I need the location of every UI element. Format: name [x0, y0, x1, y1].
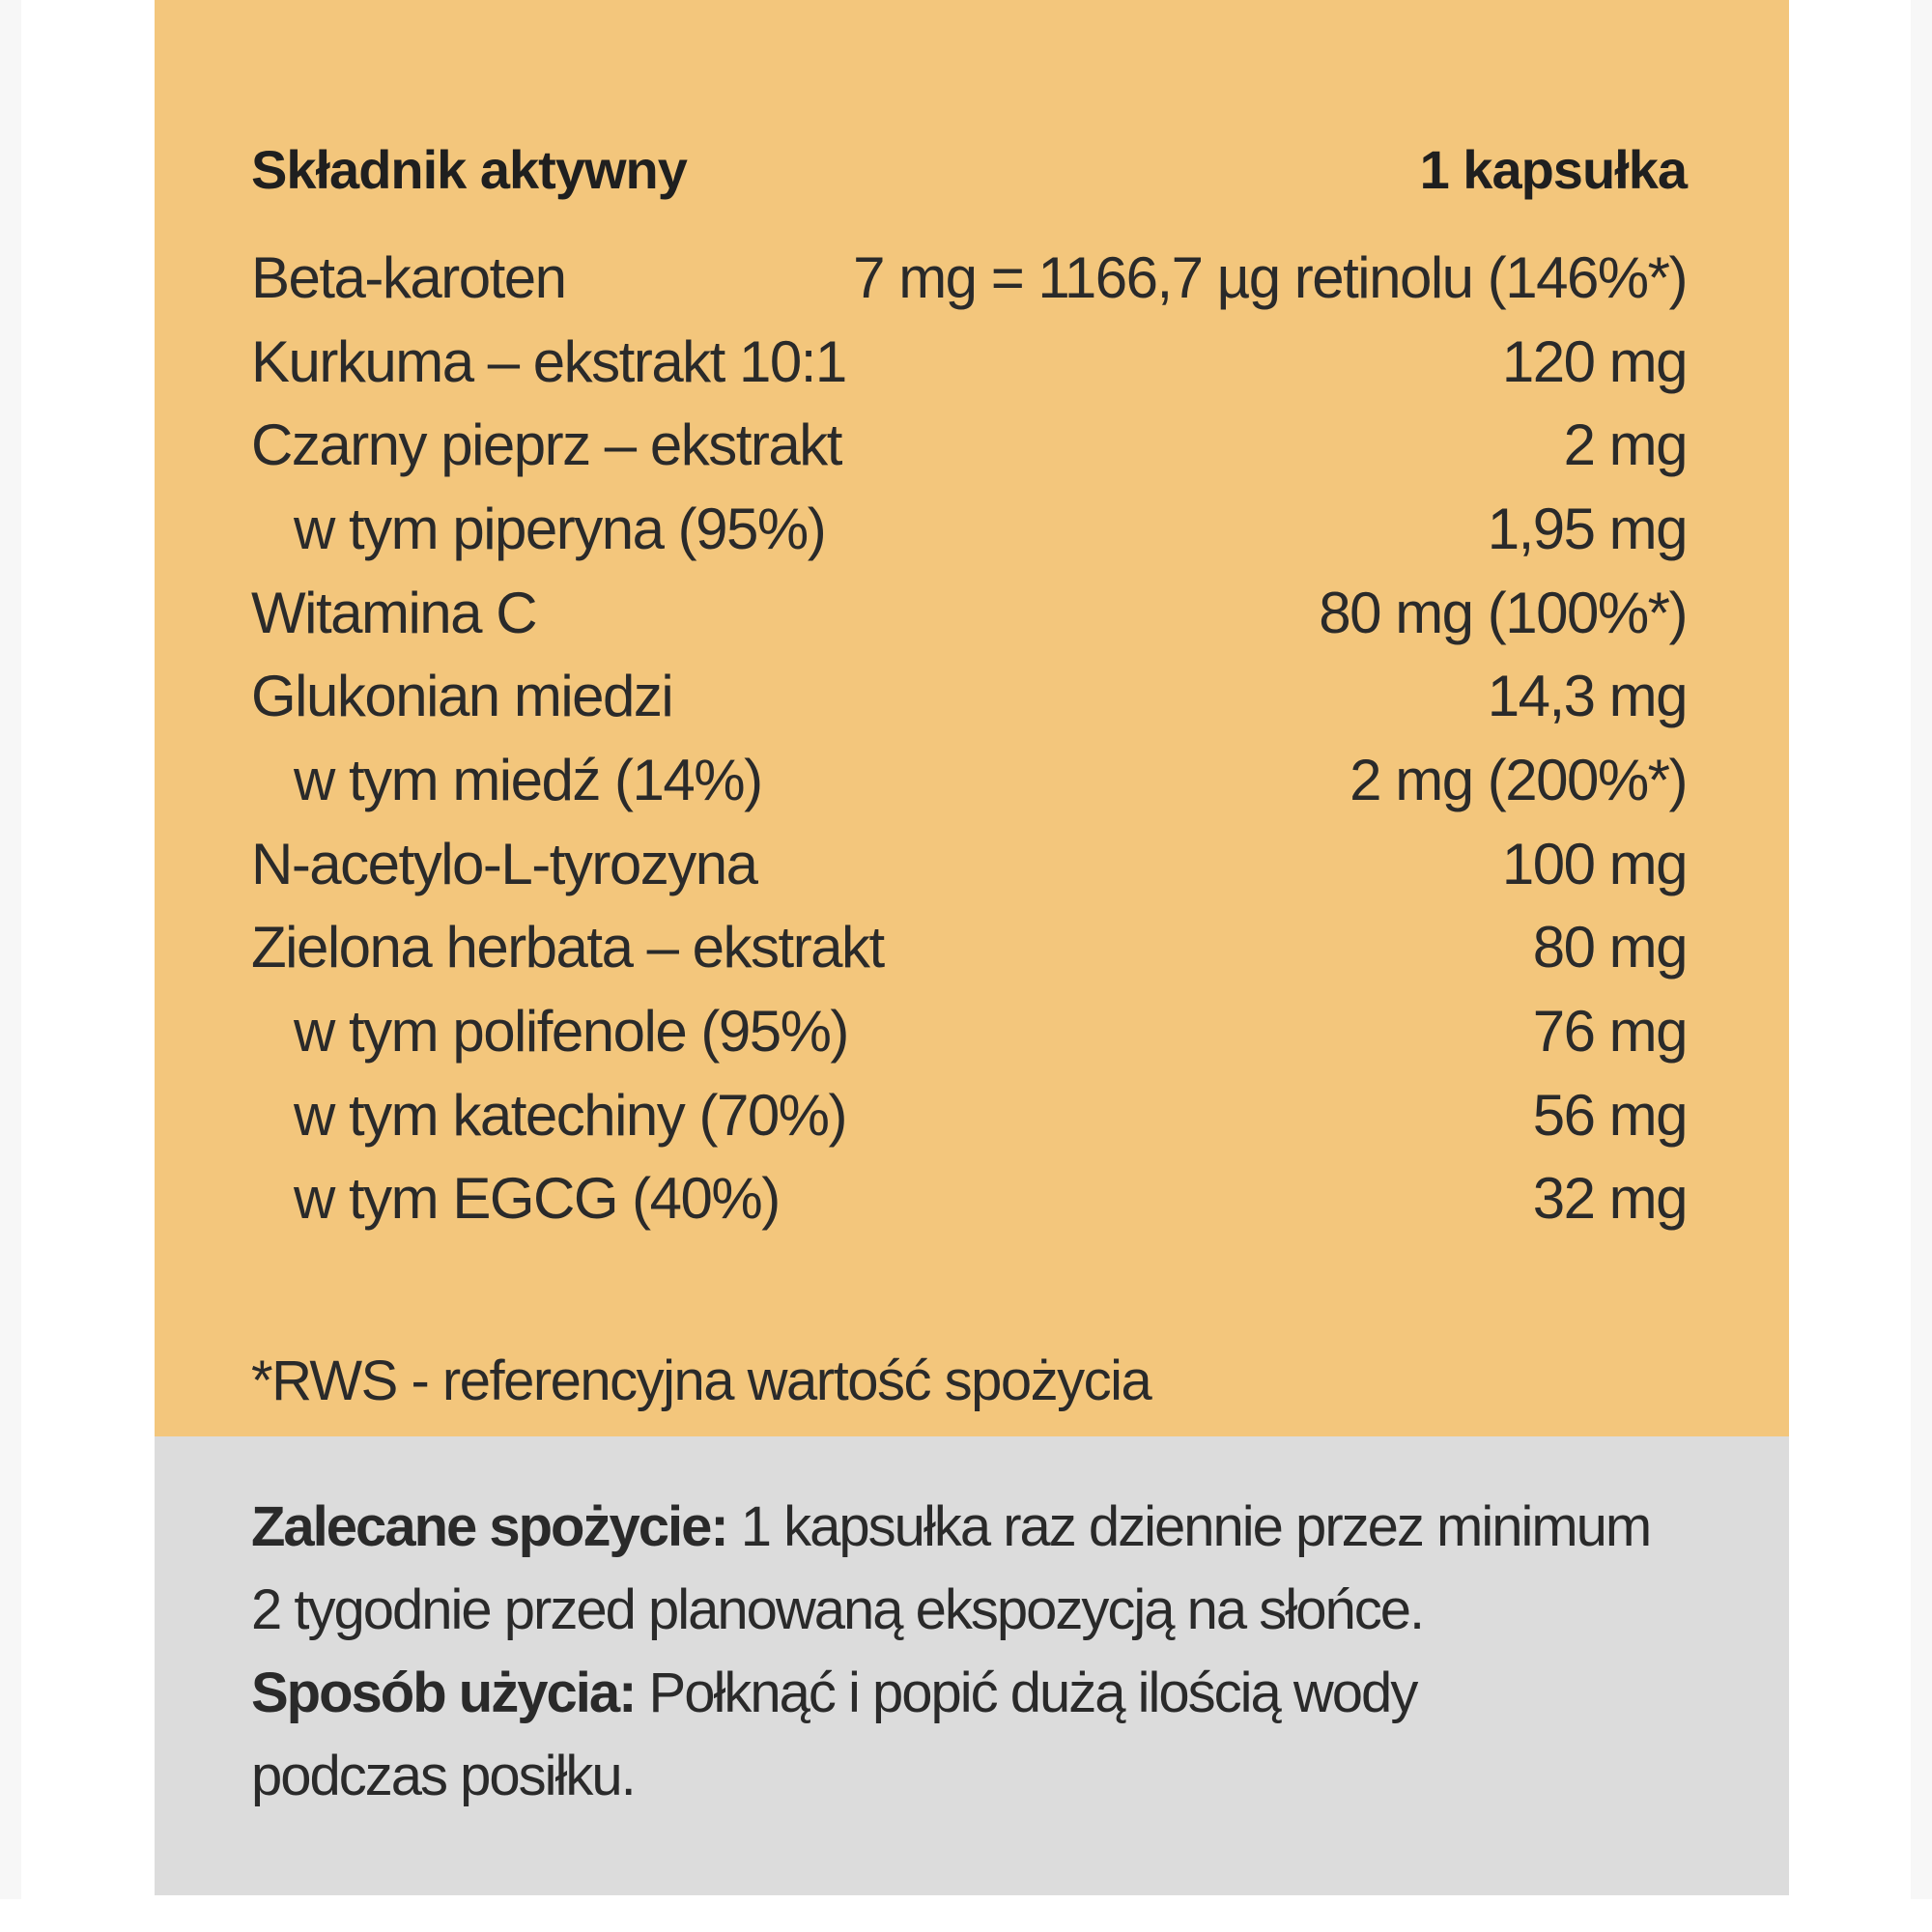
ingredient-name: w tym EGCG (40%) [294, 1166, 780, 1232]
ingredient-name: Zielona herbata – ekstrakt [251, 915, 884, 980]
method-text-2: podczas posiłku. [251, 1745, 635, 1807]
right-border-strip [1911, 0, 1932, 1899]
ingredients-table [251, 135, 1687, 1240]
ingredient-amount: 2 mg (200%*) [1350, 747, 1687, 812]
supplement-label-panel [155, 0, 1789, 1895]
left-border-strip [0, 0, 21, 1899]
ingredient-amount: 32 mg [1532, 1166, 1687, 1232]
ingredient-amount: 76 mg [1532, 999, 1687, 1065]
table-row [251, 989, 1687, 1073]
recommended-text-1: 1 kapsułka raz dziennie przez minimum [726, 1495, 1651, 1558]
table-row [251, 320, 1687, 404]
table-row [251, 738, 1687, 822]
ingredient-name: Czarny pieprz – ekstrakt [251, 412, 841, 478]
ingredient-amount: 1,95 mg [1487, 496, 1687, 561]
table-row [251, 654, 1687, 738]
ingredient-name: w tym katechiny (70%) [294, 1082, 847, 1148]
footnote: *RWS - referencyjna wartość spożycia [251, 1350, 1151, 1412]
table-row [251, 403, 1687, 487]
ingredient-amount: 80 mg [1532, 915, 1687, 980]
ingredient-rows [251, 236, 1687, 1240]
method-line-2 [251, 1735, 1700, 1818]
ingredient-name: N-acetylo-L-tyrozyna [251, 831, 757, 896]
recommended-text-2: 2 tygodnie przed planowaną ekspozycją na słońce. [251, 1578, 1424, 1641]
ingredient-column-header: Składnik aktywny [251, 138, 687, 200]
ingredient-amount: 100 mg [1501, 831, 1687, 896]
ingredient-amount: 2 mg [1563, 412, 1687, 478]
ingredient-amount: 80 mg (100%*) [1319, 580, 1687, 645]
table-row [251, 1073, 1687, 1157]
table-row [251, 236, 1687, 320]
recommended-label: Zalecane spożycie: [251, 1495, 727, 1558]
recommended-line-2 [251, 1569, 1700, 1652]
ingredient-name: Glukonian miedzi [251, 664, 673, 729]
table-header [251, 135, 1687, 203]
ingredient-name: w tym miedź (14%) [294, 747, 762, 812]
ingredient-amount: 56 mg [1532, 1082, 1687, 1148]
ingredient-name: Witamina C [251, 580, 537, 645]
table-row [251, 822, 1687, 906]
ingredient-amount: 7 mg = 1166,7 µg retinolu (146%*) [853, 244, 1687, 310]
table-row [251, 1157, 1687, 1241]
ingredient-name: w tym piperyna (95%) [294, 496, 826, 561]
amount-column-header: 1 kapsułka [1419, 138, 1687, 200]
table-row [251, 571, 1687, 655]
recommended-line-1 [251, 1486, 1700, 1569]
ingredient-name: Beta-karoten [251, 244, 566, 310]
method-line-1 [251, 1652, 1700, 1735]
ingredient-name: w tym polifenole (95%) [294, 999, 848, 1065]
table-row [251, 487, 1687, 571]
ingredient-amount: 120 mg [1501, 328, 1687, 394]
method-text-1: Połknąć i popić dużą ilością wody [635, 1662, 1417, 1724]
usage-instructions [251, 1486, 1700, 1818]
ingredients-section [155, 0, 1789, 1436]
ingredient-name: Kurkuma – ekstrakt 10:1 [251, 328, 846, 394]
method-label: Sposób użycia: [251, 1662, 636, 1724]
table-row [251, 906, 1687, 990]
ingredient-amount: 14,3 mg [1487, 664, 1687, 729]
